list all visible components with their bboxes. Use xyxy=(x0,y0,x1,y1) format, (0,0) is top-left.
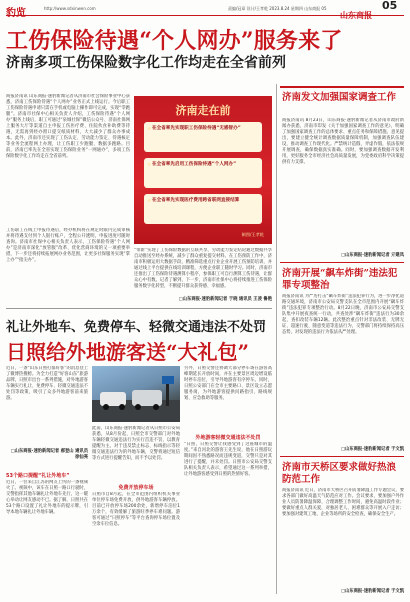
right-story-1-title: 济南发文加强国家调查工作 xyxy=(282,92,397,103)
right-story-3-credit: □山东商报·速豹新闻记者 于文凯 xyxy=(340,589,404,594)
right-story-2-credit: □山东商报·速豹新闻记者 于文凯 xyxy=(340,447,404,452)
right-story-3-title: 济南市天桥区要求做好热浪防范工作 xyxy=(282,462,397,485)
sub-heading-parking: 免费开放停车场 xyxy=(118,485,154,491)
caption-heading: 53个路口提醒“礼让外地车” xyxy=(6,473,70,479)
right-story-1-credit: □山东商报·速豹新闻记者 亓建凤 xyxy=(340,253,404,258)
photo-scene xyxy=(92,366,180,422)
sub-heading-violation: 外地游客轻微交通违法不处罚 xyxy=(195,435,261,441)
right-story-1-body: 商报济南讯 8月23日，山东商报·速豹新闻记者从济南市政府新闻办获悉，济南市印发《关于加强国家调查工作的意见》，明确了加强国家调查工作的总体要求、重点任务和保障措施。意见提出，要建立健全统计调查数据质量保障机制，加强调查队伍建设，推动调查工作现代化。严禁统计造假、弄虚作假，依法依规开展调查，确保数据真实准确。同时，要加强调查数据开发利用，更好服务全市经济社会高质量发展，为党委政府科学决策提供有力支撑。 xyxy=(282,118,404,166)
article-2-column-1b: 近日，一位来自江苏的网友上传的一条视频火了。视频中，该车在日照一路口行驶时，交警指挥其他车辆礼让外地车先行，这一暖心举动让网友感动不已。据了解，日照共在53个路口设置了礼让外地车的提示牌，引导本地车辆礼让外地车辆。 xyxy=(6,480,88,516)
infographic-jinan xyxy=(134,96,272,244)
article-2-column-1: 近日，一条“山东日照打都好客”的消息登上了微博热搜榜。为全力打造“好客山东”旅游品牌，日照市出台一系列措施，对外地游客车辆实行礼让、免费停车、轻微交通违法不处罚等政策，吸引了众多外地游客前来旅游。 xyxy=(6,366,88,402)
site-url: http://www.sdxinwen.com xyxy=(44,6,96,11)
infographic-card-1 xyxy=(144,122,262,152)
article-2-kicker: 礼让外地车、免费停车、轻微交通违法不处罚 xyxy=(6,320,267,335)
article-2-headline: 日照给外地游客送“大礼包” xyxy=(6,340,250,364)
article-1-credit: □山东商报·速豹新闻记者 于晓 通讯员 王凌 鲁艳 xyxy=(178,297,272,302)
right-top-rule xyxy=(280,86,404,88)
star-icon: ★ xyxy=(147,198,152,204)
header-meta: 责编/冠章 设计/王孝乾 2023.8.24 星期四 山东商报 05 xyxy=(228,6,327,11)
article-2-column-3: 另外，日照交警还协调大部分停车场在游客高峰期延长开放时间，并在主要景区周边增设临时停车泊位，引导外地游客有序停车。同时，日照公安部门在全市主要路口、景区设立志愿服务岗，为外地游客提供问路指引、路线规划、应急救助等服务。 xyxy=(184,366,272,402)
infographic-item-2: 在全省率先启用工伤保险待遇“个人网办” xyxy=(152,162,237,167)
right-story-2-body: 商报济南讯 为严厉打击“飙车炸街”违法犯罪行为，进一步净化道路交通环境，济南市公安局交警支队在全市范围内开展“飙车炸街”违法犯罪专项整治行动。8月22日晚，济南市公安局交警支队集中开展夜查统一行动，共查处涉“飙车炸街”违法行为30余起，查扣改装车辆12辆。此次整治重点针对非法改装、无牌无证、超速行驶、随意变道等违法行为，交警部门将持续保持高压态势，对发现的违法行为依法从严处理。 xyxy=(282,294,404,336)
paper-name: 山东商报 xyxy=(340,10,372,20)
news-photo xyxy=(92,366,180,422)
article-1-column-1: 商报济南讯 山东商报·速豹新闻记者从济南市社会保险事业中心获悉，济南工伤保险待遇“个人网办”业务正式上线运行。今后职工工伤保险待遇申请只需在手机或电脑上操作即可完成，实现“零跑腿”。济南市社保中心相关负责人介绍，工伤保险待遇“个人网办”服务上线后，职工可通过“泉城社保”微信公众号、济南社保网上服务大厅等渠道自主申报工伤医疗费、住院伙食补助费等待遇，无需再到经办窗口提交纸质材料，大大减少了群众办事成本。此外，济南市还实现了工伤认定、劳动能力鉴定、待遇核定等业务全流程网上办理，让工伤职工少跑腿、数据多跑路。目前，济南已率先在全省实现工伤保险业务“一网通办”，多项工伤保险数字化工作均走在全省前列。 xyxy=(6,94,130,160)
right-story-2-title: 济南开展“飙车炸街”违法犯罪专项整治 xyxy=(282,268,398,291)
infographic-card-3 xyxy=(144,194,262,224)
right-story-3-body: 商报济南讯 近日，济南市天桥区召开防暑降温工作专题会议，要求各部门做好高温天气防范应对工作。会议要求，要加强户外作业人员防暑降温保障，合理调整工作时间，避免高温时段作业；要做好重点人群关爱，对独居老人、困难群众等开展入户走访；要加强对建筑工地、企业等场所的安全检查，确保安全生产。 xyxy=(282,488,404,518)
infographic-item-3: 在全省率先实现医疗费用跨省联网直接结算 xyxy=(152,198,240,203)
article-1-title: 工伤保险待遇“个人网办”服务来了 xyxy=(6,28,343,54)
article-2-column-2b: 日照市自8月起，在全市范围内组织机关事业单位停车场免费开放，供外地游客车辆停放。目前已开放停车场200余处，新增停车泊位1万余个，有效缓解了旅游旺季停车难问题。游客可通过“日照停车”等平台查询停车场位置及空余车位信息。 xyxy=(92,492,180,528)
brand-logo: 豹览 xyxy=(6,8,26,19)
infographic-credit: 制图/王孝乾 xyxy=(241,232,264,237)
right-rule-2 xyxy=(280,262,404,263)
infographic-title: 济南走在前 xyxy=(175,104,231,117)
infographic-card-2 xyxy=(144,158,262,188)
star-icon: ★ xyxy=(147,126,152,132)
article-2-credit: □山东商报·速豹新闻记者 郝登山 通讯员 徐仙亮 xyxy=(10,449,88,460)
article-1-subtitle: 济南多项工伤保险数字化工作均走在全省前列 xyxy=(6,55,286,71)
section-divider xyxy=(6,308,272,309)
star-icon: ★ xyxy=(147,162,152,168)
article-1-column-2: “带新”实现了工伤保险数据的互联共享，劳动能力鉴定结论通过数据共享自动推送至经办系统，减少了群众重复提交材料。在工伤预防工作中，济南市积极运用大数据手段，精准筛选重点行业企业开展工伤预防培训，并通过线上平台提供在线培训课程，方便企业职工随时学习。同时，济南市还推出了工伤保险待遇测算小程序，参保职工可自行测算工伤待遇，让群众心中有数。记者了解到，下一步，济南市社保中心将持续推进工伤保险服务数字化转型，不断提升群众获得感、幸福感。 xyxy=(134,248,272,290)
column-divider xyxy=(276,84,277,594)
infographic-item-1: 在全省率先实现职工伤保险待遇“无感智办” xyxy=(152,126,241,131)
page-number: 05 xyxy=(382,0,398,12)
right-rule-3 xyxy=(280,456,404,457)
article-2-column-2: 此前，山东商报·速豹新闻记者从日照市公安局获悉，从8月份起，日照全市交警部门对外地车辆轻微交通违法行为实行首违不罚，以教育提醒为主。对于违反禁止标志、标线指示等轻微交通违法行为的外地车辆，交警将通过短信等方式进行提醒告知，而不予以处罚。 xyxy=(92,426,180,462)
article-2-column-3b: “日照，日照交警让我感受到了这座城市的温度。”来自河北的游客王先生说，他在日照游玩期间因不熟悉路况而违规变道，交警只是对其进行了提醒，并未处罚。日照市公安局交警支队相关负责人表示，希望通过这一系列举措，让外地游客感受到日照的热情好客。 xyxy=(184,442,272,478)
article-1-column-3: 工伤职工在线上申报待遇后，经办机构将在规定时限内完成审核并将待遇支付到个人银行账户，全程公开透明，申报进度可随时查询。济南市社保中心相关负责人表示，工伤保险待遇“个人网办”是济南市深化“放管服”改革、优化营商环境的又一项重要举措，下一步还将持续拓展网办业务范围，让更多社保服务实现“掌上办”“指尖办”。 xyxy=(6,228,130,264)
paper-name-block xyxy=(340,3,380,20)
